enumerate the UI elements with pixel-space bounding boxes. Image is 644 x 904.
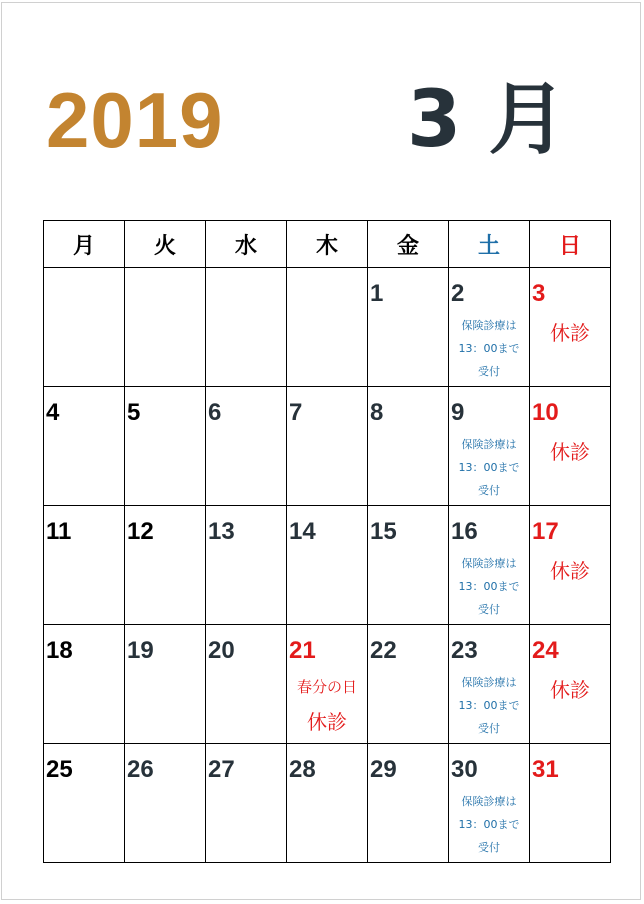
date-number: 26 [127,756,154,783]
weekday-header-sun: 日 [530,221,611,268]
saturday-hours-line: 13：00まで [458,818,520,831]
closed-label: 休診 [550,440,590,464]
week-row [44,268,611,387]
weekday-header-row [44,221,611,268]
day-cell [368,625,449,744]
saturday-hours-line: 受付 [478,603,500,616]
week-row [44,506,611,625]
date-number: 10 [532,399,559,426]
saturday-hours-line: 保険診療は [461,438,517,451]
day-cell [530,506,611,625]
saturday-hours-line: 受付 [478,722,500,735]
date-number: 8 [370,399,384,426]
day-cell [368,506,449,625]
saturday-hours-note [449,552,529,621]
day-cell [206,744,287,863]
day-cell [368,387,449,506]
day-cell [449,268,530,387]
day-cell [125,625,206,744]
day-cell [449,506,530,625]
weekday-header-mon: 月 [44,221,125,268]
date-number: 29 [370,756,397,783]
closed-label: 休診 [307,710,347,734]
day-cell [287,625,368,744]
day-cell [125,506,206,625]
saturday-hours-line: 13：00まで [458,699,520,712]
date-number: 17 [532,518,559,545]
year-title: 2019 [46,76,224,164]
day-cell [530,387,611,506]
date-number: 23 [451,637,478,664]
day-cell [530,625,611,744]
weekday-header-wed: 水 [206,221,287,268]
date-number: 28 [289,756,316,783]
day-cell [206,506,287,625]
saturday-hours-line: 保険診療は [461,319,517,332]
date-number: 6 [208,399,222,426]
day-cell [44,744,125,863]
day-cell [449,625,530,744]
date-number: 12 [127,518,154,545]
saturday-hours-line: 保険診療は [461,676,517,689]
day-cell [125,387,206,506]
date-number: 7 [289,399,303,426]
date-number: 9 [451,399,465,426]
holiday-name: 春分の日 [296,678,357,696]
date-number: 30 [451,756,478,783]
day-cell [206,625,287,744]
weekday-header-thu: 木 [287,221,368,268]
date-number: 24 [532,637,559,664]
month-title: 3 月 [407,75,567,165]
date-number: 5 [127,399,141,426]
closed-label: 休診 [550,559,590,583]
day-cell [530,744,611,863]
saturday-hours-note [449,314,529,383]
date-number: 3 [532,280,546,307]
day-cell [44,268,125,387]
date-number: 4 [46,399,60,426]
day-cell [125,268,206,387]
week-row [44,744,611,863]
saturday-hours-line: 受付 [478,484,500,497]
calendar-grid [43,220,611,863]
date-number: 19 [127,637,154,664]
week-row [44,625,611,744]
date-number: 15 [370,518,397,545]
day-cell [44,387,125,506]
date-number: 13 [208,518,235,545]
day-cell [287,744,368,863]
day-cell [530,268,611,387]
date-number: 11 [46,518,72,545]
saturday-hours-line: 13：00まで [458,461,520,474]
weekday-header-tue: 火 [125,221,206,268]
saturday-hours-note [449,790,529,859]
date-number: 31 [532,756,559,783]
saturday-hours-line: 13：00まで [458,342,520,355]
saturday-hours-line: 保険診療は [461,795,517,808]
date-number: 18 [46,637,73,664]
day-cell [368,268,449,387]
date-number: 25 [46,756,73,783]
closed-label: 休診 [550,678,590,702]
day-cell [206,268,287,387]
date-number: 27 [208,756,235,783]
day-cell [287,506,368,625]
day-cell [449,744,530,863]
saturday-hours-line: 受付 [478,841,500,854]
saturday-hours-line: 13：00まで [458,580,520,593]
date-number: 2 [451,280,465,307]
day-cell [449,387,530,506]
date-number: 20 [208,637,235,664]
closed-label: 休診 [550,321,590,345]
day-cell [44,625,125,744]
weekday-header-sat: 土 [449,221,530,268]
saturday-hours-line: 保険診療は [461,557,517,570]
saturday-hours-note [449,433,529,502]
date-number: 16 [451,518,478,545]
weekday-header-fri: 金 [368,221,449,268]
day-cell [125,744,206,863]
date-number: 14 [289,518,316,545]
day-cell [206,387,287,506]
saturday-hours-line: 受付 [478,365,500,378]
date-number: 22 [370,637,397,664]
day-cell [368,744,449,863]
date-number: 21 [289,637,316,664]
day-cell [287,268,368,387]
saturday-hours-note [449,671,529,740]
week-row [44,387,611,506]
day-cell [287,387,368,506]
day-cell [44,506,125,625]
date-number: 1 [370,280,384,307]
